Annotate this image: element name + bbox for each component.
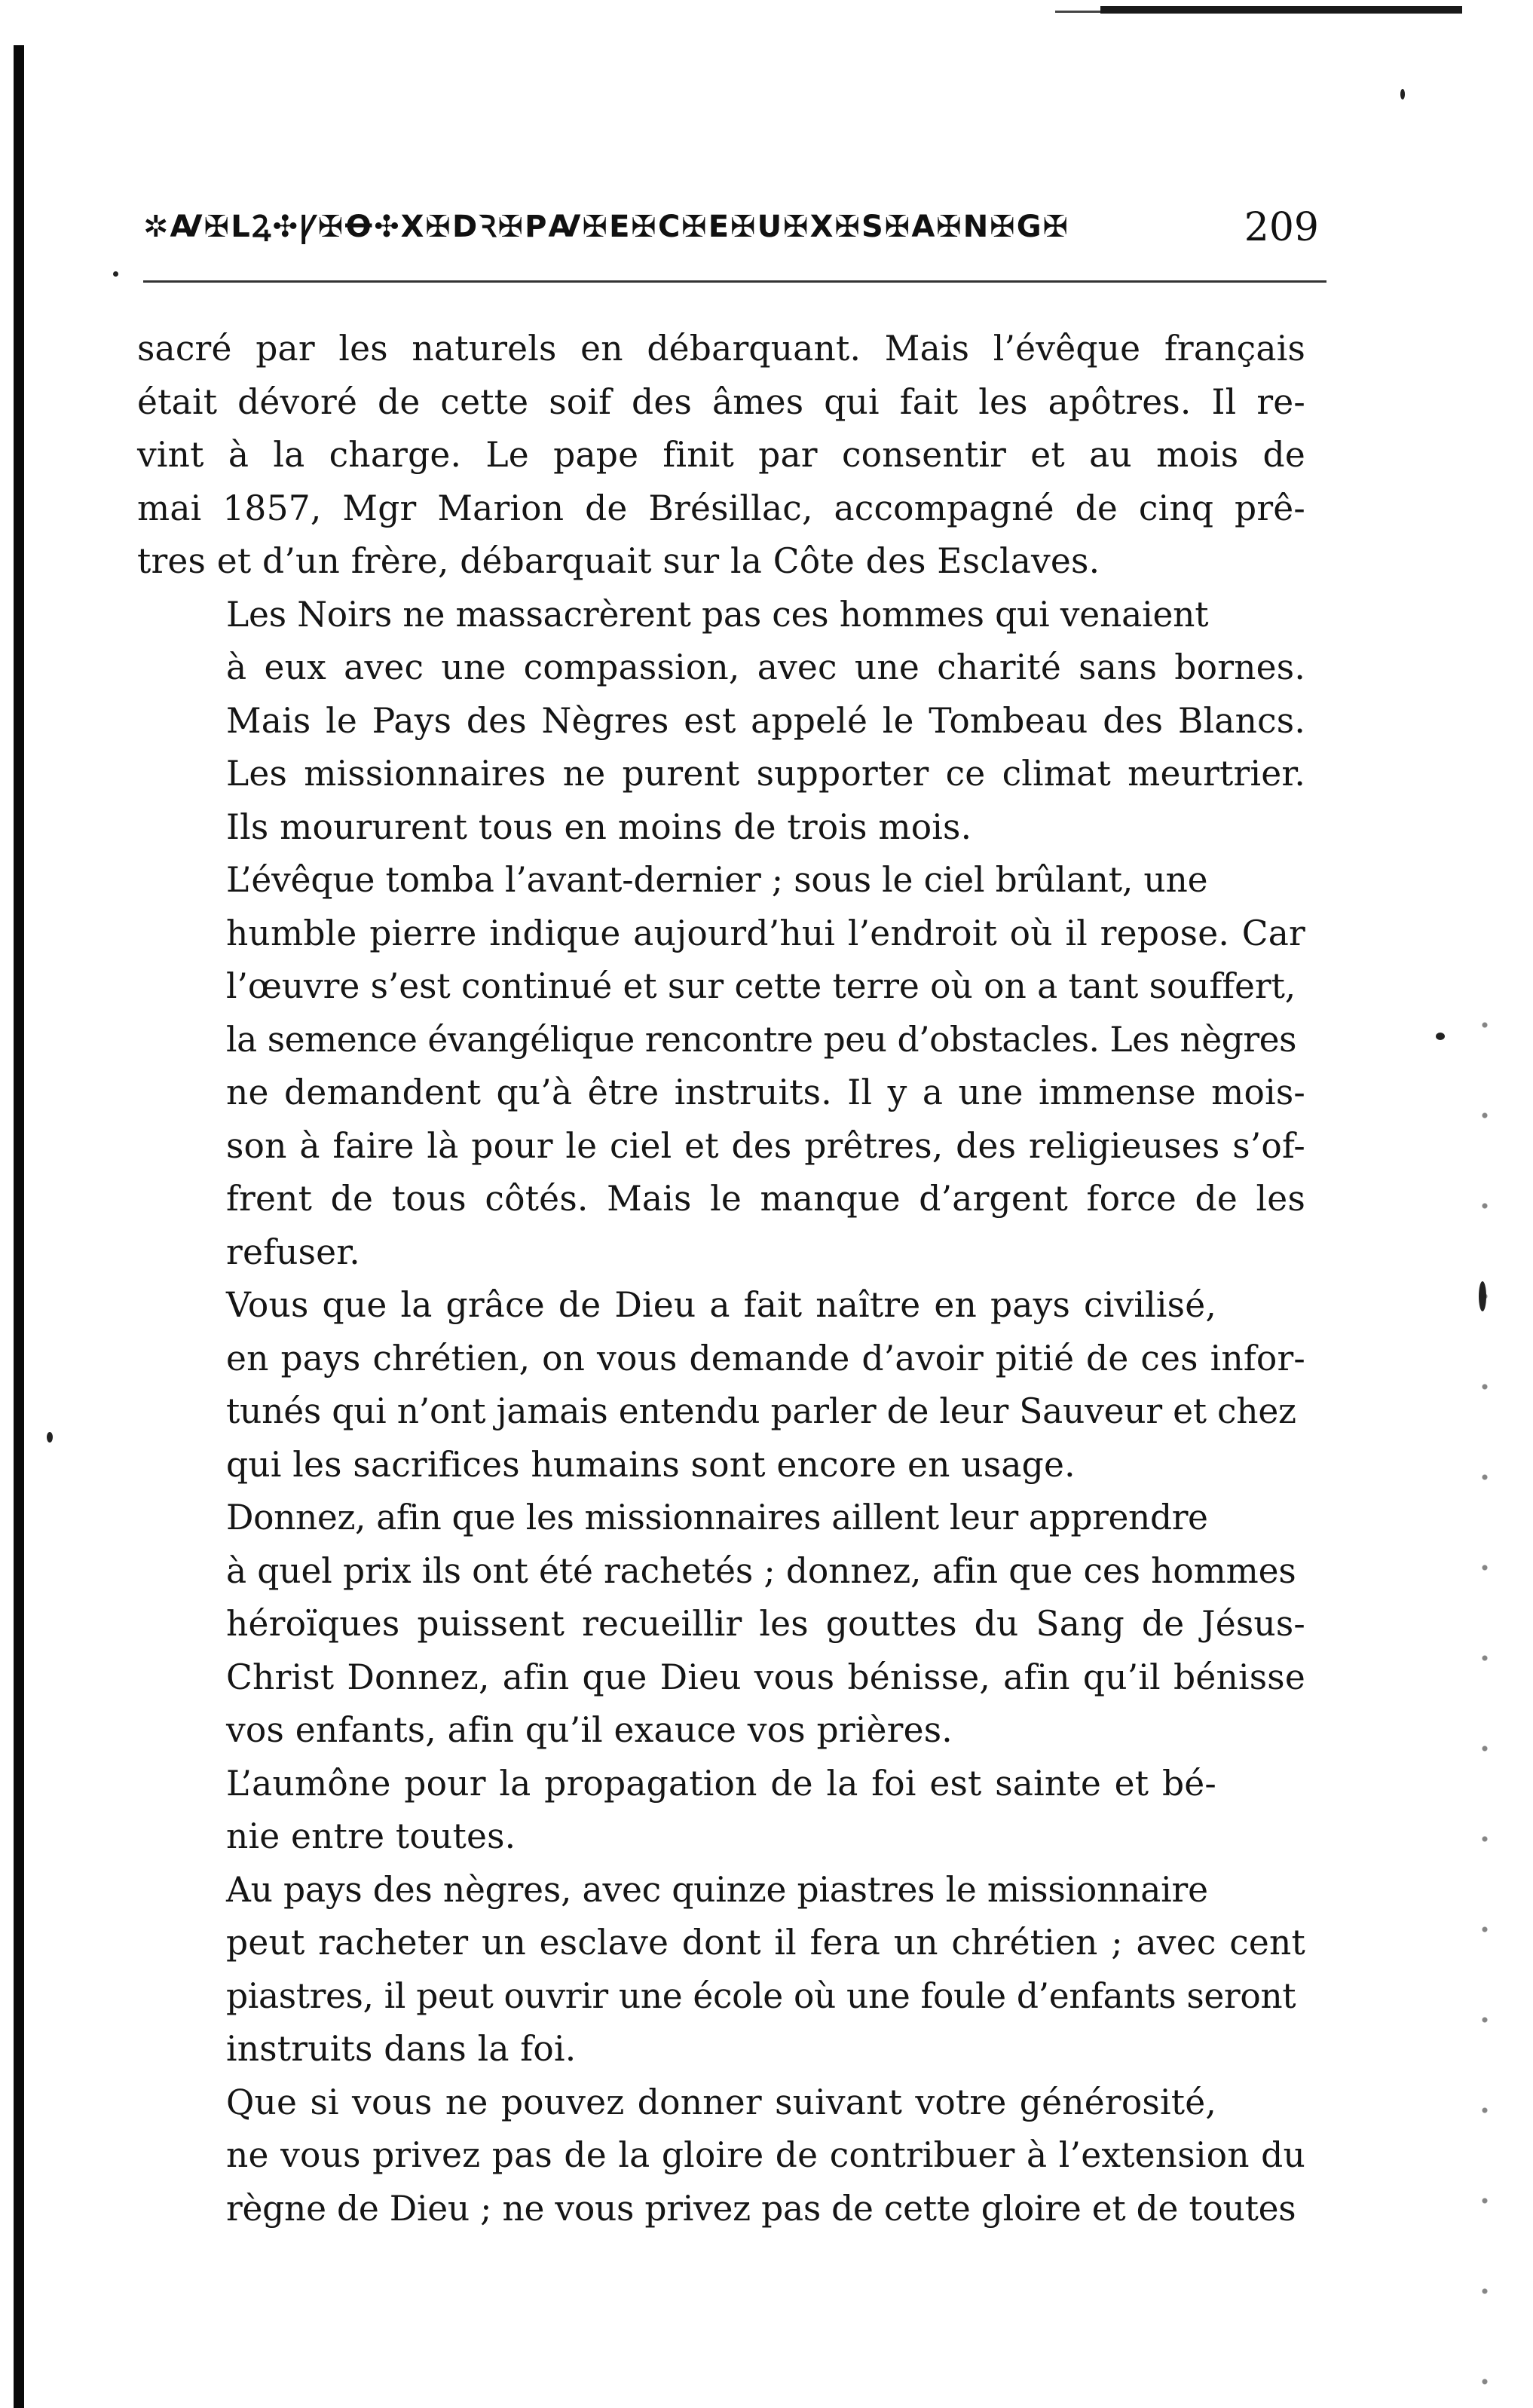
text-line: vos enfants, afin qu’il exauce vos prières. xyxy=(226,1710,953,1750)
scan-speck xyxy=(47,1432,53,1443)
text-line: en pays chrétien, on vous demande d’avoir pitié de ces infor- xyxy=(226,1338,1305,1378)
text-line: Que si vous ne pouvez donner suivant votre générosité, xyxy=(226,2082,1216,2122)
header-rule xyxy=(143,280,1326,283)
text-line: Christ Donnez, afin que Dieu vous bénisse, afin qu’il bénisse xyxy=(226,1657,1305,1697)
text-line: héroïques puissent recueillir les gouttes du Sang de Jésus- xyxy=(226,1604,1305,1644)
text-line: nie entre toutes. xyxy=(226,1816,516,1856)
scan-edge-left xyxy=(14,45,24,2408)
paragraph xyxy=(137,2076,1305,2236)
paragraph xyxy=(137,323,1305,589)
paragraph xyxy=(137,854,1305,1279)
text-line: Mais le Pays des Nègres est appelé le Tombeau des Blancs. xyxy=(226,700,1305,741)
scan-speck xyxy=(1400,89,1405,99)
scan-edge-top-thin xyxy=(1055,11,1100,13)
text-line: son à faire là pour le ciel et des prêtres, des religieuses s’of- xyxy=(226,1125,1305,1166)
text-line: peut racheter un esclave dont il fera un chrétien ; avec cent xyxy=(226,1923,1305,1963)
text-line: l’œuvre s’est continué et sur cette terre où on a tant souffert, xyxy=(226,966,1296,1006)
text-line: instruits dans la foi. xyxy=(226,2029,577,2069)
scan-speck xyxy=(1479,1281,1486,1311)
body-text xyxy=(137,323,1305,2235)
paragraph xyxy=(137,589,1305,855)
paragraph xyxy=(137,1492,1305,1758)
running-title: ✲Ꜹ✠LꝜ✣Ꝩ✠Ꝋ✣X✠DꝚ✠PꜸ✠E✠C✠E✠U✠X✠S✠A✠N✠G✠ xyxy=(143,210,1070,244)
text-line: règne de Dieu ; ne vous privez pas de cette gloire et de toutes xyxy=(226,2188,1296,2229)
text-line: Au pays des nègres, avec quinze piastres le missionnaire xyxy=(226,1869,1208,1910)
paragraph xyxy=(137,1758,1305,1864)
text-line: L’évêque tomba l’avant-dernier ; sous le ciel brûlant, une xyxy=(226,860,1208,900)
text-line: mai 1857, Mgr Marion de Brésillac, accompagné de cinq prê- xyxy=(137,488,1305,528)
text-line: Ils moururent tous en moins de trois mois. xyxy=(226,806,972,847)
text-line: humble pierre indique aujourd’hui l’endroit où il repose. Car xyxy=(226,913,1305,953)
text-line: Les Noirs ne massacrèrent pas ces hommes qui venaient xyxy=(226,594,1209,635)
paragraph xyxy=(137,1864,1305,2076)
text-line: L’aumône pour la propagation de la foi est sainte et bé- xyxy=(226,1763,1216,1804)
text-line: refuser. xyxy=(226,1232,360,1272)
text-line: à eux avec une compassion, avec une charité sans bornes. xyxy=(226,647,1305,687)
text-line: Vous que la grâce de Dieu a fait naître en pays civilisé, xyxy=(226,1285,1216,1325)
scan-edge-top xyxy=(1100,6,1462,14)
text-line: frent de tous côtés. Mais le manque d’argent force de les xyxy=(226,1179,1305,1219)
text-line: qui les sacrifices humains sont encore en usage. xyxy=(226,1444,1076,1485)
text-line: tres et d’un frère, débarquait sur la Côte des Esclaves. xyxy=(137,541,1100,581)
text-line: la semence évangélique rencontre peu d’obstacles. Les nègres xyxy=(226,1019,1296,1060)
text-line: ne vous privez pas de la gloire de contribuer à l’extension du xyxy=(226,2135,1305,2175)
scan-specks-right xyxy=(1470,980,1500,2397)
scan-speck xyxy=(113,271,118,277)
page-number: 209 xyxy=(1244,205,1319,250)
text-line: vint à la charge. Le pape finit par consentir et au mois de xyxy=(137,435,1305,475)
text-line: piastres, il peut ouvrir une école où une foule d’enfants seront xyxy=(226,1975,1296,2016)
text-line: Donnez, afin que les missionnaires aillent leur apprendre xyxy=(226,1498,1208,1538)
scan-speck xyxy=(1436,1033,1445,1040)
text-line: sacré par les naturels en débarquant. Mais l’évêque français xyxy=(137,329,1305,369)
text-line: Les missionnaires ne purent supporter ce climat meurtrier. xyxy=(226,754,1305,794)
text-line: tunés qui n’ont jamais entendu parler de leur Sauveur et chez xyxy=(226,1391,1296,1431)
text-line: à quel prix ils ont été rachetés ; donnez, afin que ces hommes xyxy=(226,1550,1296,1591)
running-header xyxy=(143,203,1319,256)
paragraph xyxy=(137,1279,1305,1492)
text-line: était dévoré de cette soif des âmes qui fait les apôtres. Il re- xyxy=(137,381,1305,422)
text-line: ne demandent qu’à être instruits. Il y a une immense mois- xyxy=(226,1072,1305,1112)
